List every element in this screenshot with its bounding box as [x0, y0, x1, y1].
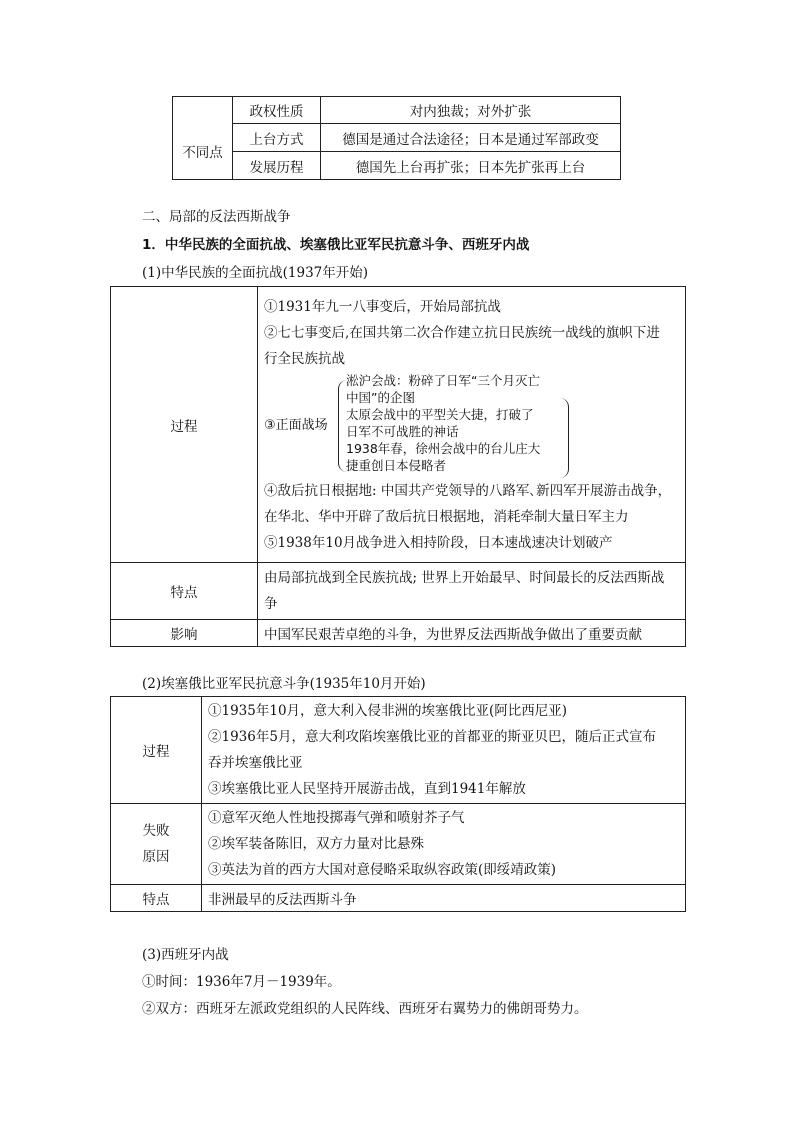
process-content [258, 287, 686, 563]
row-label: 上台方式 [233, 124, 321, 152]
process-line: ③埃塞俄比亚人民坚持开展游击战，直到1941年解放 [208, 781, 526, 797]
fail-label-line: 原因 [142, 849, 170, 865]
process-line: ⑤1938年10月战争进入相持阶段，日本速战速决计划破产 [264, 534, 613, 551]
front-battlefield-block [264, 372, 679, 478]
part2-title: (2)埃塞俄比亚军民抗意斗争(1935年10月开始) [142, 676, 426, 692]
process-label: 过程 [111, 697, 202, 804]
fail-line: ②埃军装备陈旧，双方力量对比悬殊 [208, 836, 424, 852]
fail-line: ①意军灭绝人性地投掷毒气弹和喷射芥子气 [208, 810, 465, 826]
front-item: 太原会战中的平型关大捷，打破了 [346, 406, 534, 422]
front-item: 淞沪会战：粉碎了日军“三个月灭亡 [346, 372, 540, 388]
group-label: 不同点 [173, 124, 233, 180]
feature-label: 特点 [111, 563, 258, 620]
process-line: ②1936年5月，意大利攻陷埃塞俄比亚的首都亚的斯亚贝巴，随后正式宣布 [208, 729, 656, 745]
row-value: 对内独裁；对外扩张 [321, 97, 621, 124]
china-resistance-table [110, 286, 686, 647]
process-line: 在华北、华中开辟了敌后抗日根据地，消耗牵制大量日军主力 [264, 508, 629, 525]
feature-line: 由局部抗战到全民族抗战; 世界上开始最早、时间最长的反法西斯战 [264, 570, 665, 586]
process-line: ①1935年10月，意大利入侵非洲的埃塞俄比亚(阿比西尼亚) [208, 703, 568, 719]
feature-label: 特点 [111, 885, 202, 912]
feature-content [258, 563, 686, 620]
comparison-table [172, 96, 621, 180]
front-item: 日军不可战胜的神话 [346, 423, 459, 439]
process-line: ④敌后抗日根据地: 中国共产党领导的八路军､新四军开展游击战争， [264, 482, 672, 499]
process-line: 吞并埃塞俄比亚 [208, 755, 303, 771]
fail-reason-label [111, 804, 202, 885]
impact-label: 影响 [111, 620, 258, 647]
impact-text: 中国军民艰苦卓绝的斗争，为世界反法西斯战争做出了重要贡献 [258, 620, 686, 647]
front-label: ③正面战场 [264, 417, 328, 433]
fail-content [202, 804, 686, 885]
part3-title: (3)西班牙内战 [142, 947, 229, 963]
row-value: 德国是通过合法途径；日本是通过军部政变 [321, 124, 621, 152]
fail-line: ③英法为首的西方大国对意侵略采取纵容政策(即绥靖政策) [208, 862, 557, 878]
section-heading: 二、局部的反法西斯战争 [142, 209, 291, 225]
front-item: 捷重创日本侵略者 [346, 457, 447, 473]
feature-line: 争 [264, 596, 278, 612]
part1-title: (1)中华民族的全面抗战(1937年开始) [142, 265, 369, 281]
fail-label-line: 失败 [142, 823, 170, 839]
front-items [346, 372, 540, 474]
front-item: 中国”的企图 [346, 389, 415, 405]
subsection-heading: 1．中华民族的全面抗战、埃塞俄比亚军民抗意斗争、西班牙内战 [142, 237, 530, 253]
front-item: 1938年春，徐州会战中的台儿庄大 [346, 440, 541, 456]
feature-text: 非洲最早的反法西斯斗争 [202, 885, 686, 912]
part3-line: ②双方：西班牙左派政党组织的人民阵线、西班牙右翼势力的佛朗哥势力。 [142, 1001, 588, 1017]
row-label: 政权性质 [233, 97, 321, 124]
ethiopia-table [110, 696, 686, 912]
right-brace [560, 398, 569, 478]
row-label: 发展历程 [233, 152, 321, 180]
process-line: ②七七事变后,在国共第二次合作建立抗日民族统一战线的旗帜下进 [264, 324, 660, 341]
group-cell-top [173, 97, 233, 124]
process-content [202, 697, 686, 804]
process-label: 过程 [111, 287, 258, 563]
process-line: 行全民族抗战 [264, 350, 345, 367]
row-value: 德国先上台再扩张；日本先扩张再上台 [321, 152, 621, 180]
part3-line: ①时间：1936年7月－1939年。 [142, 974, 341, 990]
process-line: ①1931年九一八事变后，开始局部抗战 [264, 298, 501, 315]
